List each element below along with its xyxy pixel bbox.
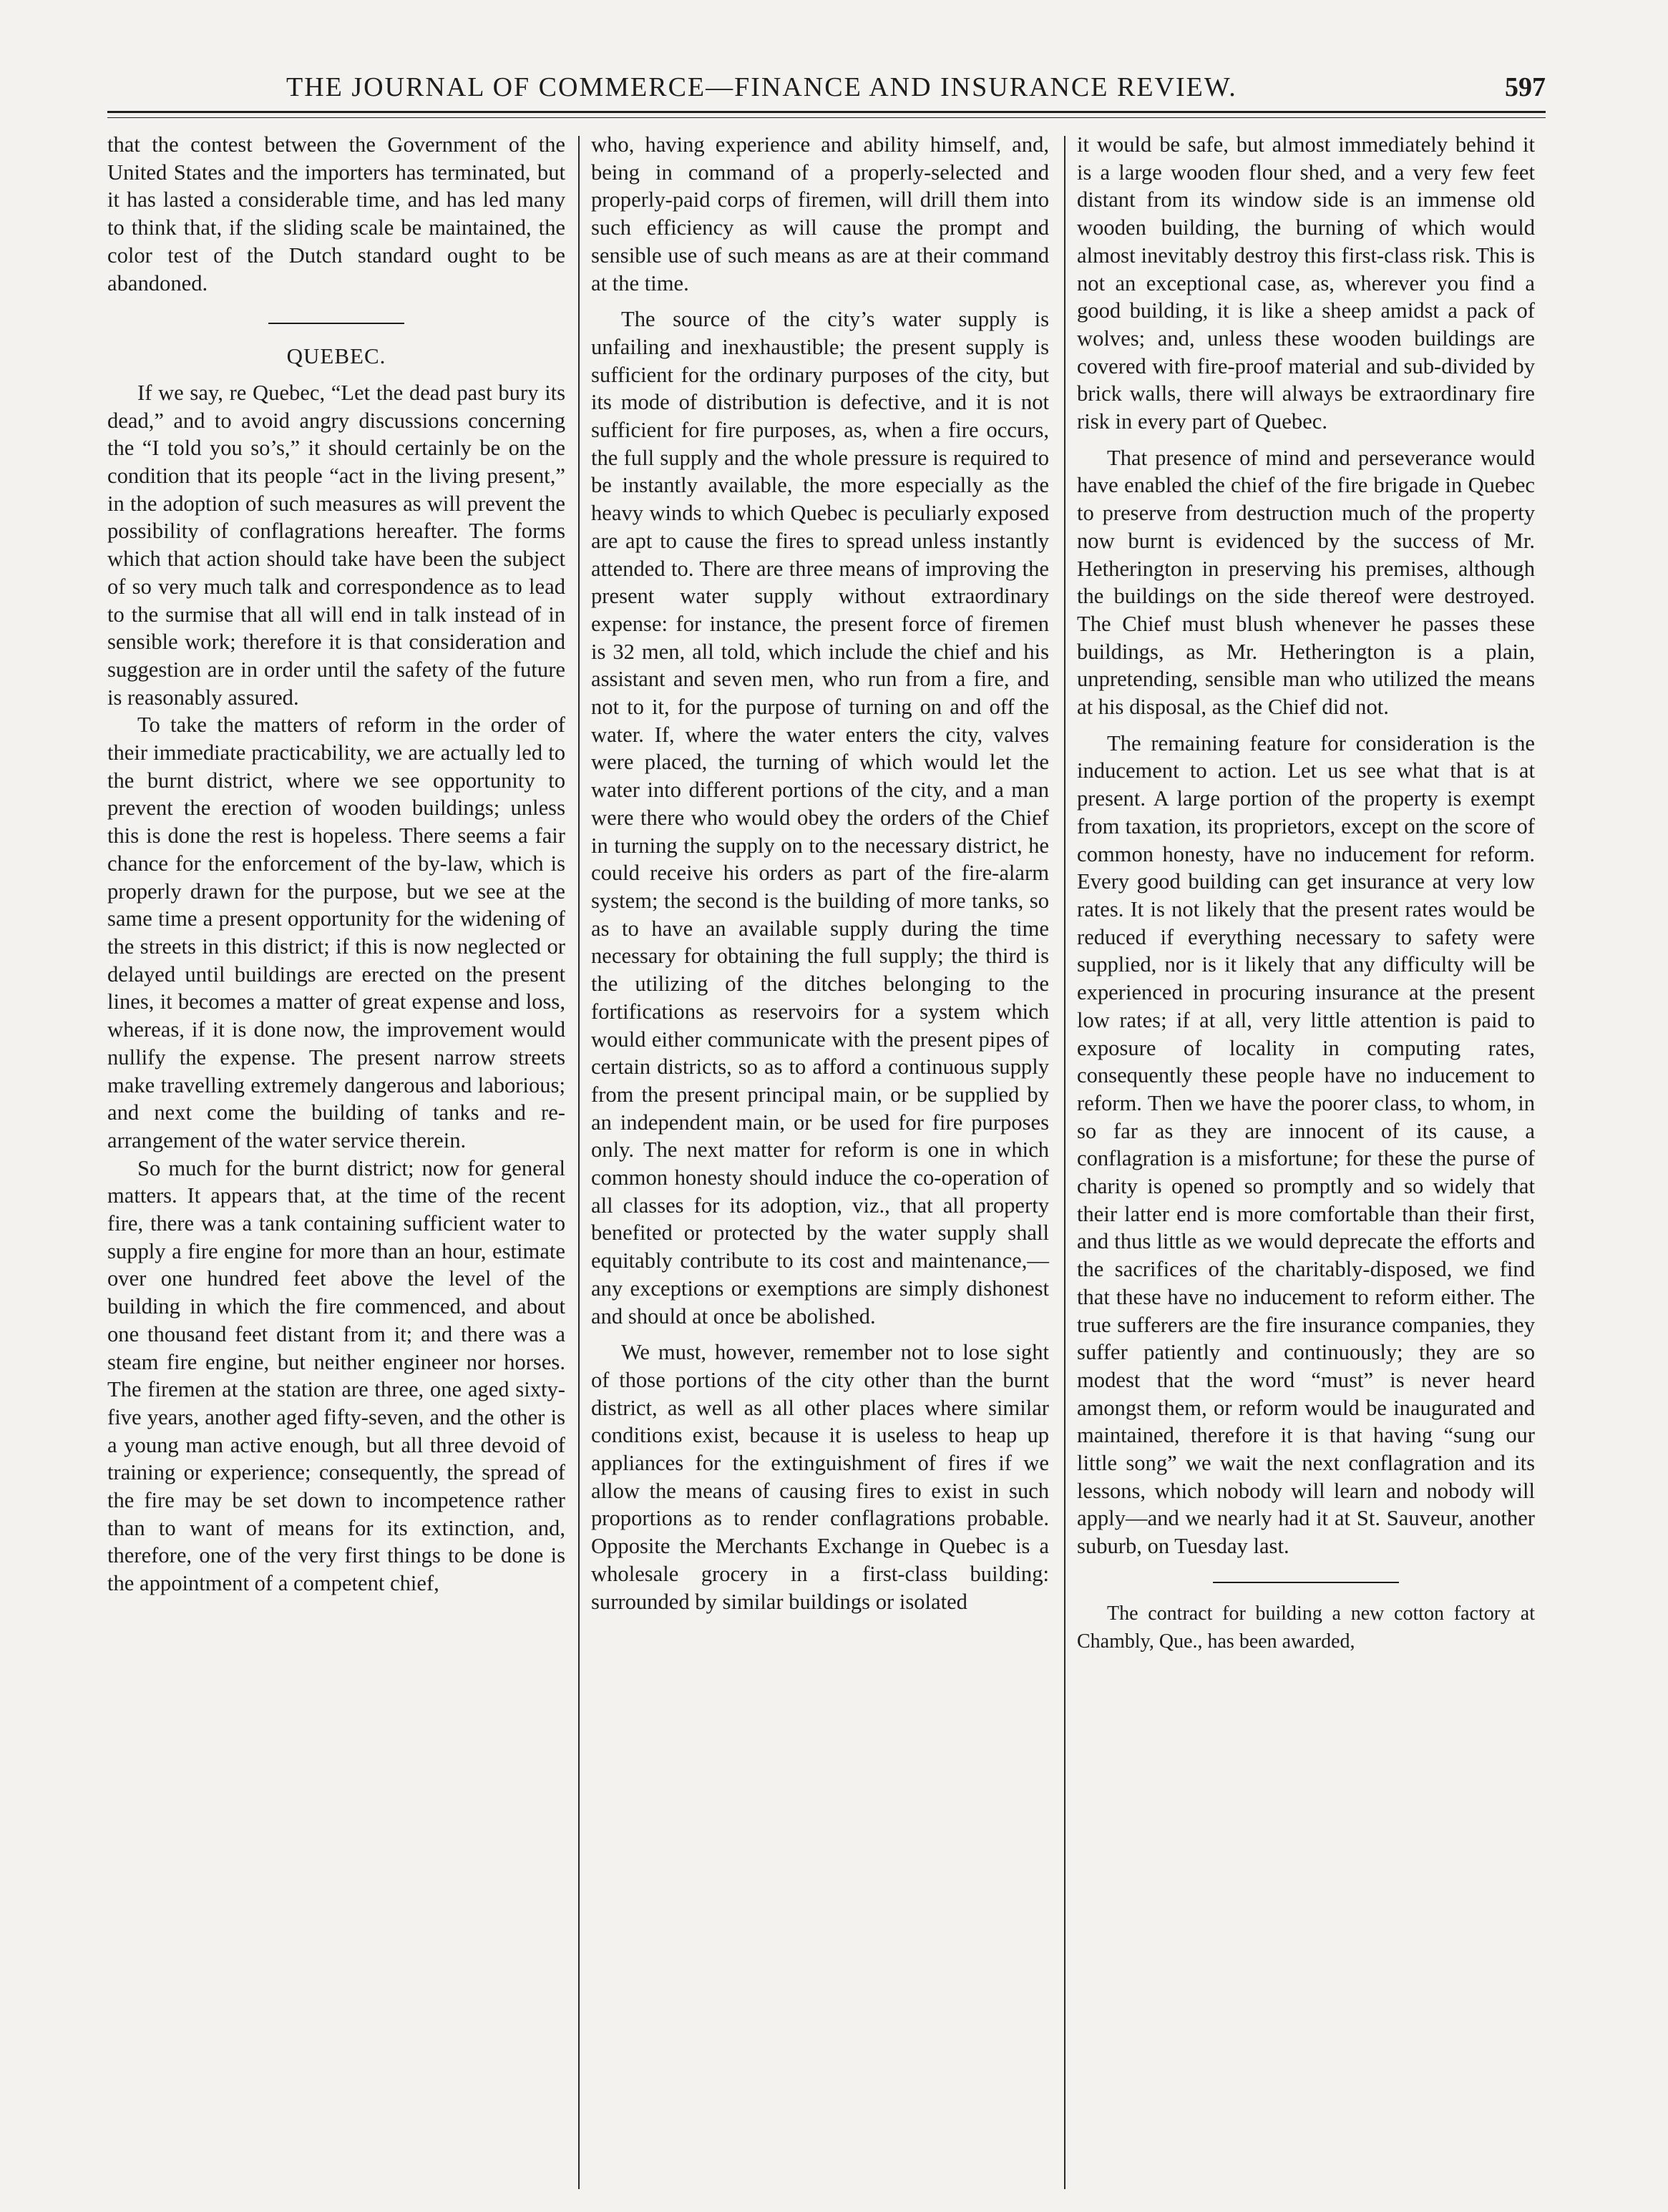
- column-divider-left: [578, 136, 580, 2189]
- column-right: [1077, 131, 1535, 1655]
- paragraph: it would be safe, but almost immediately behind it is a large wooden flour shed, and a very few feet distant from its window side is an immense old wooden building, the burning of which would almost inevitably destroy this first-class risk. This is not an exceptional case, as, wherever you find a good building, it is like a sheep amidst a pack of wolves; and, unless these wooden buildings are covered with fire-proof material and sub-divided by brick walls, there will always be extraordinary fire risk in every part of Quebec.: [1077, 132, 1535, 434]
- paragraph: The remaining feature for consideration is the inducement to action. Let us see what that is at present. A large portion of the property is exempt from taxation, its proprietors, except on the score of common honesty, have no inducement for reform. Every good building can get insurance at very low rates. It is not likely that the present rates would be reduced if everything necessary to safety were supplied, nor is it likely that any difficulty will be experienced in procuring insurance at the present low rates; if at all, very little attention is paid to exposure of locality in computing rates, consequently these people have no inducement to reform. Then we have the poorer class, to whom, in so far as they are innocent of its cause, a conflagration is a misfortune; for these the purse of charity is opened so promptly and so widely that their latter end is more comfortable than their first, and thus little as we would deprecate the efforts and the sacrifices of the charitably-disposed, we find that these have no inducement to reform either. The true sufferers are the fire insurance companies, they suffer patiently and continuously; they are so modest that the word “must” is never heard amongst them, or reform would be inaugurated and maintained, therefore it is that having “sung our little song” we wait the next conflagration and its lessons, which nobody will learn and nobody will apply—and we nearly had it at St. Sauveur, another suburb, on Tuesday last.: [1077, 730, 1535, 1559]
- paragraph: We must, however, remember not to lose sight of those portions of the city other than the burnt district, as well as all other places where similar conditions exist, because it is useless to heap up appliances for the extinguishment of fires if we allow the means of causing fires to exist in such proportions as to render conflagrations probable. Opposite the Merchants Exchange in Quebec is a wholesale grocery in a first-class building: surrounded by similar buildings or isolated: [591, 1340, 1049, 1614]
- column-left: [107, 131, 565, 1597]
- header-rule-thick: [107, 111, 1546, 113]
- page-number: 597: [1505, 72, 1546, 102]
- paragraph: who, having experience and ability himself, and, being in command of a properly-selected and properly-paid corps of firemen, will drill them into such efficiency as will cause the prompt and sensible use of such means as are at their command at the time.: [591, 132, 1049, 295]
- journal-title: THE JOURNAL OF COMMERCE—FINANCE AND INSURANCE REVIEW.: [286, 72, 1237, 102]
- article-continuation: that the contest between the Government of the United States and the importers has terminated, but it has lasted a considerable time, and has led many to think that, if the sliding scale be maintained, the color test of the Dutch standard ought to be abandoned.: [107, 132, 565, 295]
- column-middle: [591, 131, 1049, 1615]
- news-item: The contract for building a new cotton factory at Chambly, Que., has been awarded,: [1077, 1602, 1535, 1653]
- paragraph: The source of the city’s water supply is unfailing and inexhaustible; the present supply is sufficient for the ordinary purposes of the city, but its mode of distribution is defective, and it is not sufficient for fire purposes, as, when a fire occurs, the full supply and the whole pressure is required to be instantly available, the more especially as the heavy winds to which Quebec is peculiarly exposed are apt to cause the fires to spread unless instantly attended to. There are three means of improving the present water supply without extraordinary expense: for instance, the present force of firemen is 32 men, all told, which include the chief and his assistant and seven men, who run from a fire, and not to it, for the purpose of turning on and off the water. If, where the water enters the city, valves were placed, the turning of which would let the water into different portions of the city, and a man were there who would obey the orders of the Chief in turning the supply on to the necessary district, he could receive his orders as part of the fire-alarm system; the second is the building of more tanks, so as to have an available supply during the time necessary for obtaining the full supply; the third is the utilizing of the ditches belonging to the fortifications as reservoirs for a system which would either communicate with the present pipes of certain districts, so as to afford a continuous supply from the present principal main, or be supplied by an independent main, or be used for fire purposes only. The next matter for reform is one in which common honesty should induce the co-operation of all classes for its adoption, viz., that all property benefited or protected by the water supply shall equitably contribute to its cost and maintenance,—any exceptions or exemptions are simply dishonest and should at once be abolished.: [591, 307, 1049, 1328]
- running-header: [107, 72, 1546, 114]
- paragraph: That presence of mind and perseverance would have enabled the chief of the fire brigade in Quebec to preserve from destruction much of the property now burnt is evidenced by the success of Mr. Hetherington in preserving his premises, although the buildings on the side thereof were destroyed. The Chief must blush whenever he passes these buildings, as Mr. Hetherington is a plain, unpretending, sensible man who utilized the means at his disposal, as the Chief did not.: [1077, 445, 1535, 720]
- paragraph: To take the matters of reform in the order of their immediate practicability, we are actually led to the burnt district, where we see opportunity to prevent the erection of wooden buildings; unless this is done the rest is hopeless. There seems a fair chance for the enforcement of the by-law, which is properly drawn for the purpose, but we see at the same time a present opportunity for the widening of the streets in this district; if this is now neglected or delayed until buildings are erected on the present lines, it becomes a matter of great expense and loss, whereas, if it is done now, the improvement would nullify the expense. The present narrow streets make travelling extremely dangerous and laborious; and next come the building of tanks and re-arrangement of the water service therein.: [107, 713, 565, 1153]
- header-rule-thin: [107, 117, 1546, 118]
- column-divider-right: [1064, 136, 1065, 2189]
- paragraph: If we say, re Quebec, “Let the dead past bury its dead,” and to avoid angry discussions concerning the “I told you so’s,” it should certainly be on the condition that its people “act in the living present,” in the adoption of such measures as will prevent the possibility of conflagrations hereafter. The forms which that action should take have been the subject of so very much talk and correspondence as to lead to the surmise that all will end in talk instead of in sensible work; therefore it is that consideration and suggestion are in order until the safety of the future is reasonably assured.: [107, 380, 565, 710]
- paragraph: So much for the burnt district; now for general matters. It appears that, at the time of the recent fire, there was a tank containing sufficient water to supply a fire engine for more than an hour, estimate over one hundred feet above the level of the building in which the fire commenced, and about one thousand feet distant from it; and there was a steam fire engine, but neither engineer nor horses. The firemen at the station are three, one aged sixty-five years, another aged fifty-seven, and the other is a young man active enough, but all three devoid of training or experience; consequently, the spread of the fire may be set down to incompetence rather than to want of means for its extinction, and, therefore, one of the very first things to be done is the appointment of a competent chief,: [107, 1155, 565, 1596]
- section-rule: [268, 323, 404, 324]
- section-heading-quebec: QUEBEC.: [286, 343, 386, 369]
- section-rule: [1213, 1582, 1399, 1583]
